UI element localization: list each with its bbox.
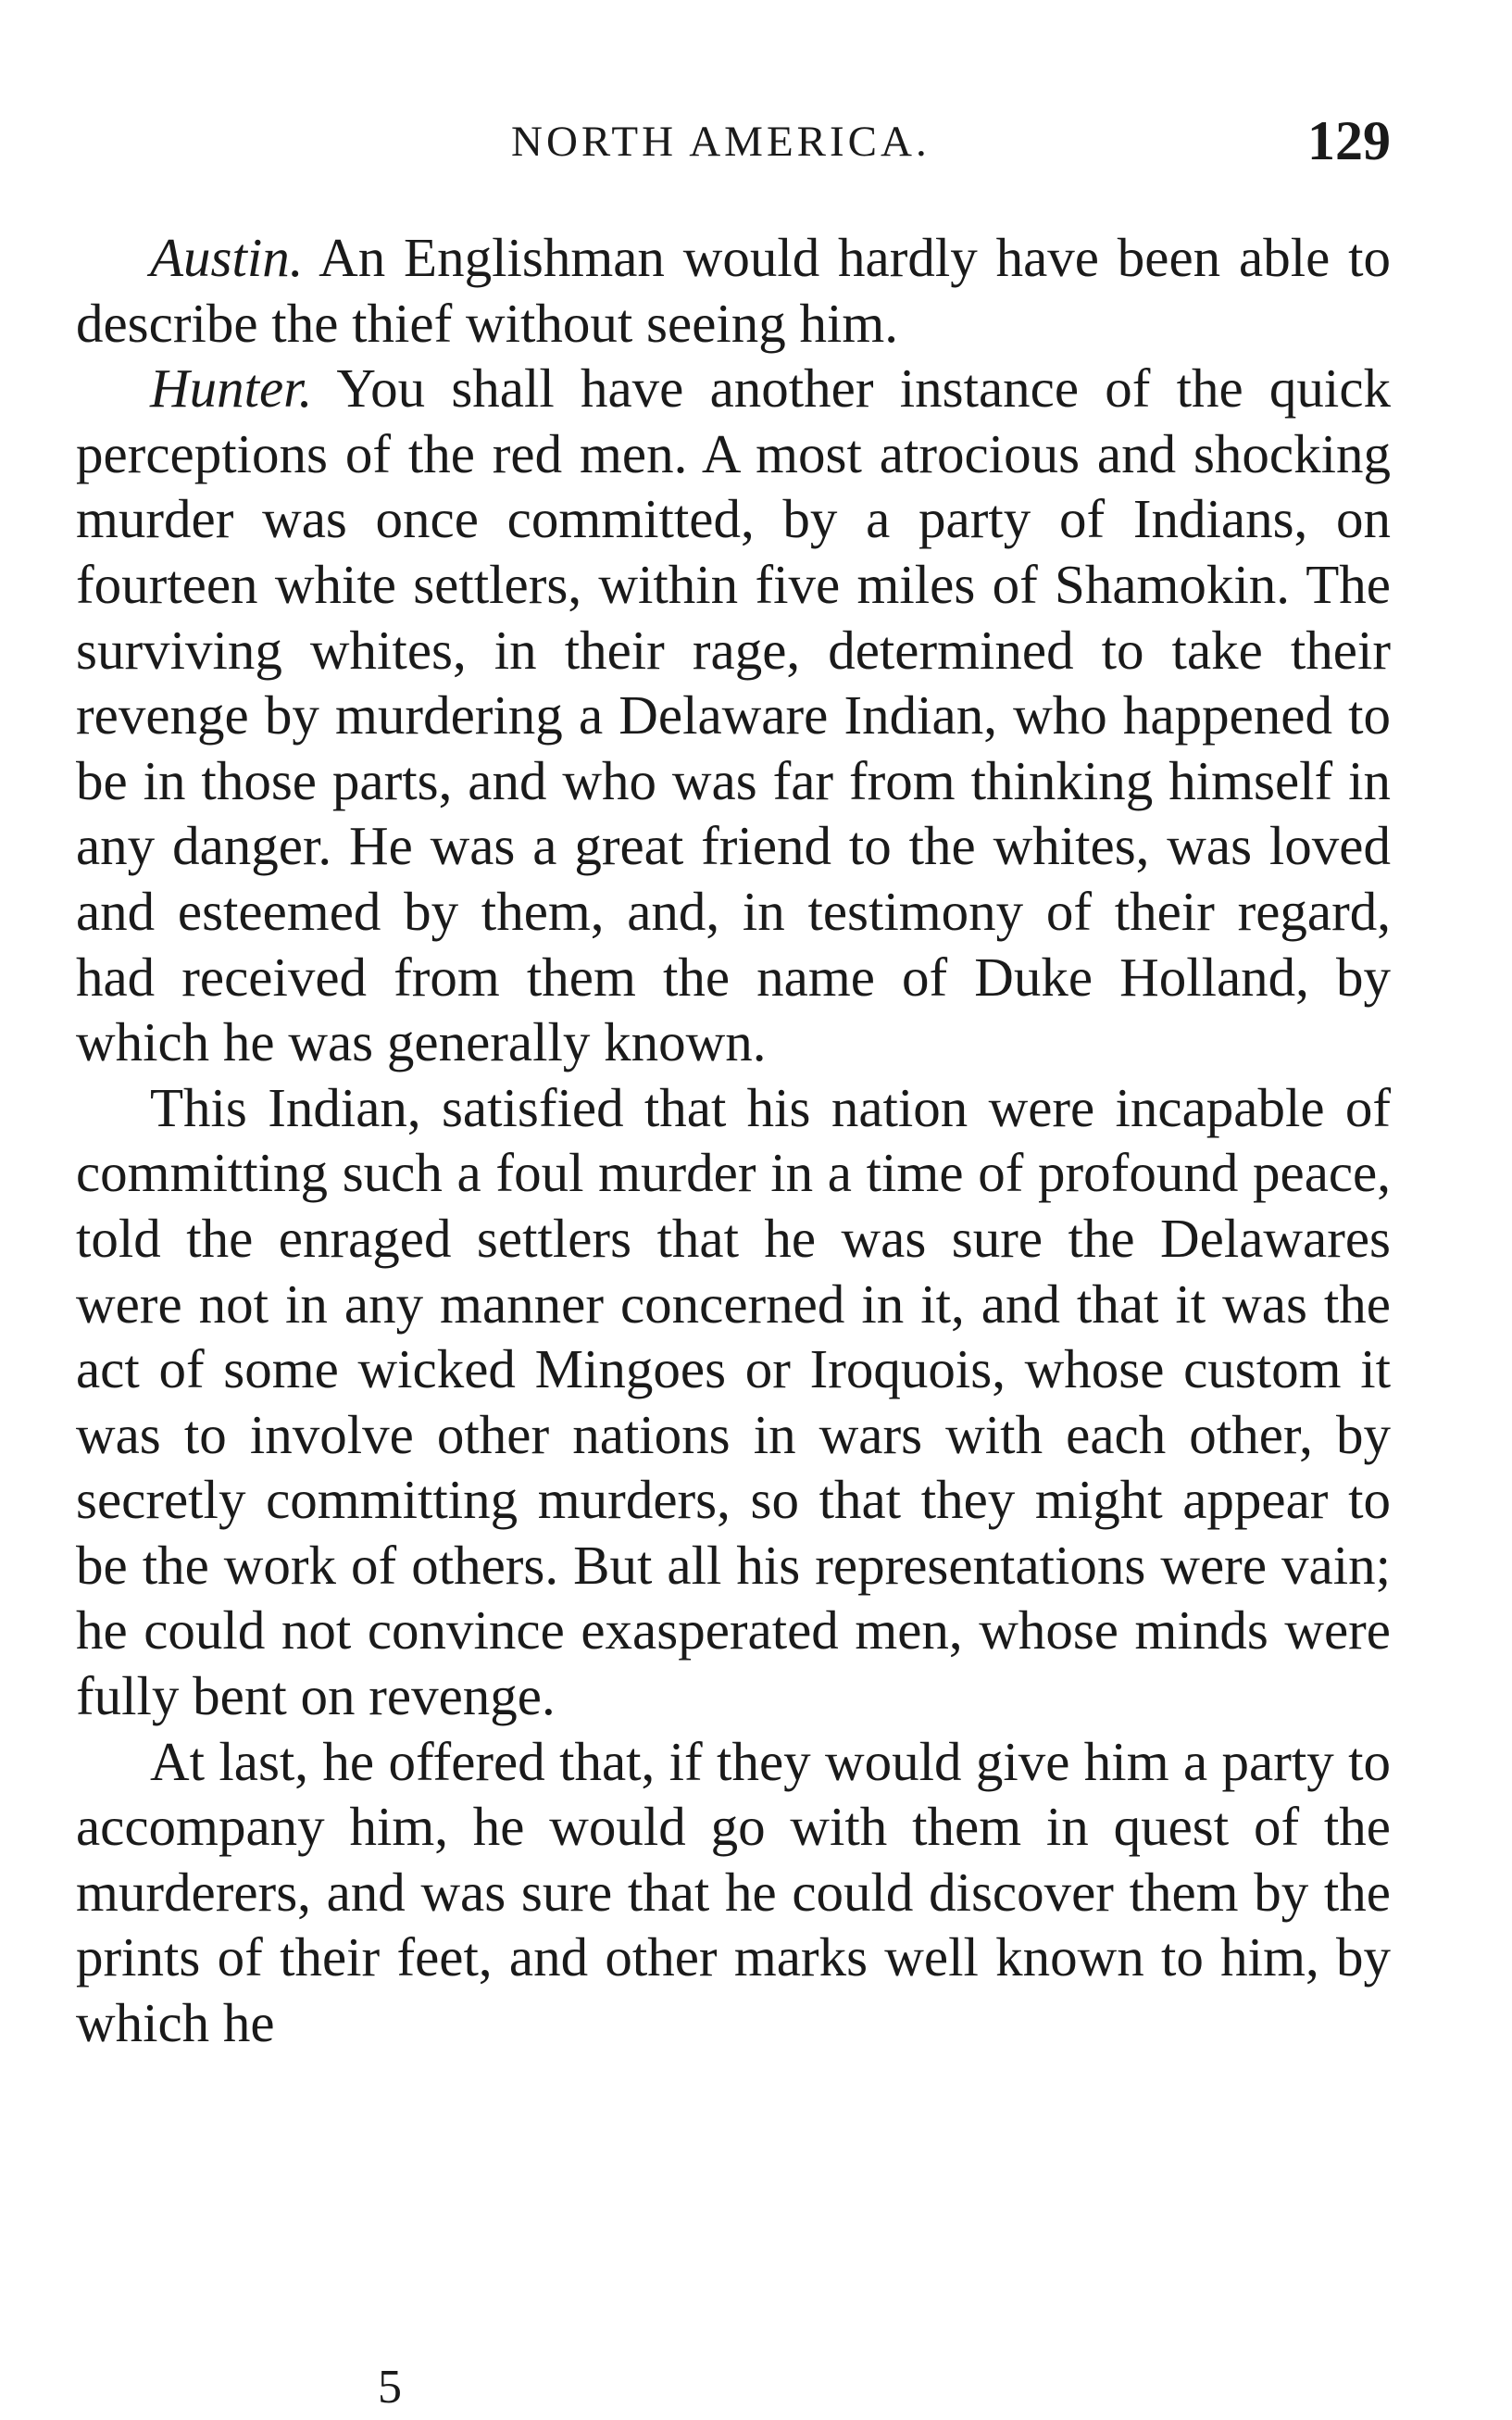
running-head: NORTH AMERICA. xyxy=(511,118,931,166)
body-text xyxy=(76,225,1391,2056)
page-header xyxy=(76,109,1391,183)
paragraph-text: This Indian, satisfied that his nation were incapable of committing such a foul murder in a time of profound peace, told the enraged settlers that he was sure the Delawares were not in any manner concerned in it, and that it was the act of some wicked Mingoes or Iroquois, whose custom it was to involve other nations in wars with each other, by secretly committing murders, so that they might appear to be the work of others. But all his representations were vain; he could not convince exasperated men, whose minds were fully bent on revenge. xyxy=(76,1076,1391,1727)
signature-mark: 5 xyxy=(378,2361,402,2414)
paragraph-at-last xyxy=(76,1729,1391,2056)
speaker-name: Hunter. xyxy=(150,357,313,420)
paragraph-text: An Englishman would hardly have been able to describe the thief without seeing him. xyxy=(76,227,1391,354)
paragraph-hunter xyxy=(76,356,1391,1075)
paragraph-text: At last, he offered that, if they would give him a party to accompany him, he would go with them in quest of the murderers, and was sure that he could discover them by the prints of their feet, and other marks well known to him, by which he xyxy=(76,1730,1391,2054)
paragraph-indian xyxy=(76,1075,1391,1729)
page-number: 129 xyxy=(1307,110,1391,171)
paragraph-austin xyxy=(76,225,1391,356)
paragraph-text: You shall have another instance of the quick perceptions of the red men. A most atrocious and shocking murder was once committed, by a party of Indians, on fourteen white settlers, within five miles of Shamokin. The surviving whites, in their rage, determined to take their revenge by murdering a Delaware Indian, who happened to be in those parts, and who was far from thinking himself in any danger. He was a great friend to the whites, was loved and esteemed by them, and, in testimony of their regard, had received from them the name of Duke Holland, by which he was generally known. xyxy=(76,357,1391,1073)
speaker-name: Austin. xyxy=(150,227,304,288)
